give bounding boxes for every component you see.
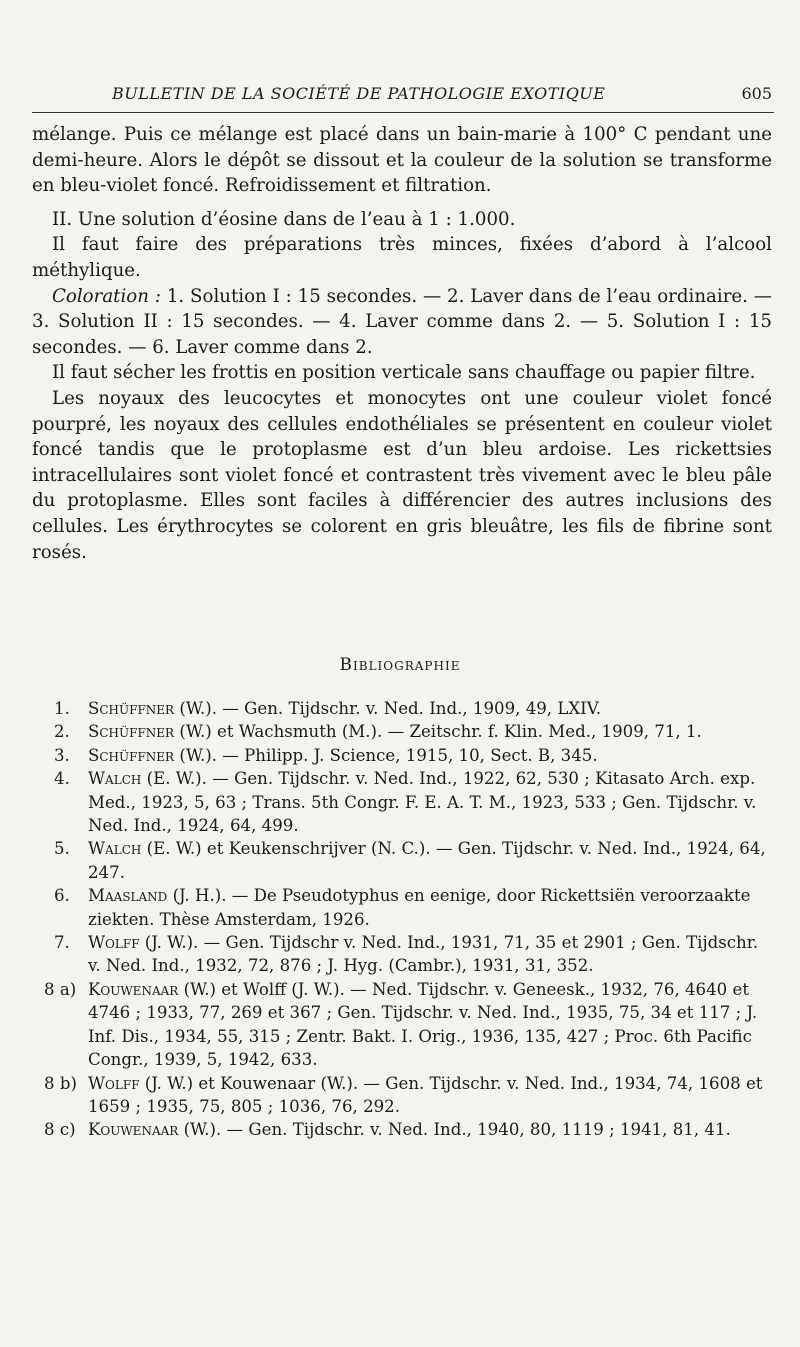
entry-number: 2. [54, 722, 70, 742]
header-rule [32, 112, 774, 113]
entry-author: Kouwenaar [88, 1120, 179, 1140]
entry-number: 4. [54, 769, 70, 789]
bibliography-entry [32, 767, 772, 837]
page-number: 605 [741, 84, 772, 103]
entry-citation: (J. W.). — Gen. Tijdschr v. Ned. Ind., 1931, 71, 35 et 2901 ; Gen. Tijdschr. v. Ned. Ind., 1932, 72, 876 ; J. Hyg. (Cambr.), 1931, 31, 352. [88, 933, 759, 976]
journal-title: BULLETIN DE LA SOCIÉTÉ DE PATHOLOGIE EXOTIQUE [112, 84, 606, 103]
bibliography-entry [32, 1072, 772, 1119]
entry-citation: (W.) et Wachsmuth (M.). — Zeitschr. f. Klin. Med., 1909, 71, 1. [174, 722, 702, 742]
entry-author: Schüffner [88, 699, 175, 718]
entry-author: Kouwenaar [88, 979, 179, 999]
bibliography-entry [32, 978, 772, 1072]
entry-author: Schüffner [88, 722, 175, 742]
entry-citation: (J. H.). — De Pseudotyphus en eenige, door Rickettsiën veroorzaakte ziekten. Thèse Amsterdam, 1926. [88, 886, 751, 929]
entry-citation: (W.). — Philipp. J. Science, 1915, 10, Sect. B, 345. [174, 745, 598, 765]
entry-author: Wolff [88, 1073, 140, 1093]
bibliography-entry [32, 931, 772, 978]
running-header [32, 84, 772, 108]
entry-number: 3. [54, 745, 70, 765]
paragraph: Les noyaux des leucocytes et monocytes ont une couleur violet foncé pourpré, les noyaux des cellules endothéliales se présentent en couleur violet foncé tandis que le protoplasme est d’un bleu ardoise. Les rickettsies intracellulaires sont violet foncé et contrastent très vivement avec le bleu pâle du protoplasme. Elles sont faciles à différencier des autres inclusions des cellules. Les érythrocytes se colorent en gris bleuâtre, les fils de fibrine sont rosés. [32, 387, 772, 563]
entry-author: Walch [88, 769, 142, 789]
entry-citation: (E. W.) et Keukenschrijver (N. C.). — Gen. Tijdschr. v. Ned. Ind., 1924, 64, 247. [88, 839, 766, 882]
entry-number: 5. [54, 839, 70, 859]
entry-author: Walch [88, 839, 142, 859]
bibliography-list [32, 697, 772, 1142]
bibliography-entry [32, 837, 772, 884]
entry-citation: (W.). — Gen. Tijdschr. v. Ned. Ind., 1909, 49, LXIV. [174, 699, 602, 718]
bibliography-entry [32, 744, 772, 767]
entry-author: Maasland [88, 886, 168, 906]
bibliography-title: Bibliographie [339, 655, 461, 675]
bibliography-entry [32, 884, 772, 931]
coloration-steps: 1. Solution I : 15 secondes. — 2. Laver dans de l’eau ordinaire. — 3. Solution II : 15 secondes. — 4. Laver comme dans 2. — 5. Solution I : 15 secondes. — 6. Laver comme dans 2. [32, 285, 772, 358]
entry-number: 6. [54, 886, 70, 906]
bibliography-entry [32, 1118, 772, 1141]
entry-author: Schüffner [88, 745, 175, 765]
entry-number: 8 a) [44, 979, 77, 999]
coloration-label: Coloration : [52, 285, 161, 307]
paragraph [32, 284, 772, 361]
bibliography-entry [32, 697, 772, 720]
paragraph: Il faut sécher les frottis en position verticale sans chauffage ou papier filtre. [52, 362, 756, 384]
paragraph: II. Une solution d’éosine dans de l’eau à 1 : 1.000. [52, 208, 516, 230]
paragraph: Il faut faire des préparations très minces, fixées d’abord à l’alcool méthylique. [32, 234, 772, 281]
entry-number: 1. [54, 699, 70, 718]
entry-citation: (W.) et Wolff (J. W.). — Ned. Tijdschr. v. Geneesk., 1932, 76, 4640 et 4746 ; 1933, 77, 269 et 367 ; Gen. Tijdschr. v. Ned. Ind., 1935, 75, 34 et 117 ; J. Inf. Dis., 1934, 55, 315 ; Zentr. Bakt. I. Orig., 1936, 135, 427 ; Proc. 6th Pacific Congr., 1939, 5, 1942, 633. [88, 979, 758, 1070]
entry-citation: (W.). — Gen. Tijdschr. v. Ned. Ind., 1940, 80, 1119 ; 1941, 81, 41. [178, 1120, 731, 1140]
main-text [32, 122, 772, 565]
entry-number: 7. [54, 933, 70, 953]
entry-citation: (E. W.). — Gen. Tijdschr. v. Ned. Ind., 1922, 62, 530 ; Kitasato Arch. exp. Med., 1923, 5, 63 ; Trans. 5th Congr. F. E. A. T. M., 1923, 533 ; Gen. Tijdschr. v. Ned. Ind., 1924, 64, 499. [88, 769, 757, 836]
entry-citation: (J. W.) et Kouwenaar (W.). — Gen. Tijdschr. v. Ned. Ind., 1934, 74, 1608 et 1659 ; 1935, 75, 805 ; 1036, 76, 292. [88, 1073, 763, 1116]
entry-author: Wolff [88, 933, 140, 953]
bibliography-entry [32, 720, 772, 743]
entry-number: 8 b) [44, 1073, 77, 1093]
entry-number: 8 c) [44, 1120, 76, 1140]
paragraph: mélange. Puis ce mélange est placé dans un bain-marie à 100° C pendant une demi-heure. Alors le dépôt se dissout et la couleur de la solution se transforme en bleu-violet foncé. Refroidissement et filtration. [32, 124, 772, 197]
